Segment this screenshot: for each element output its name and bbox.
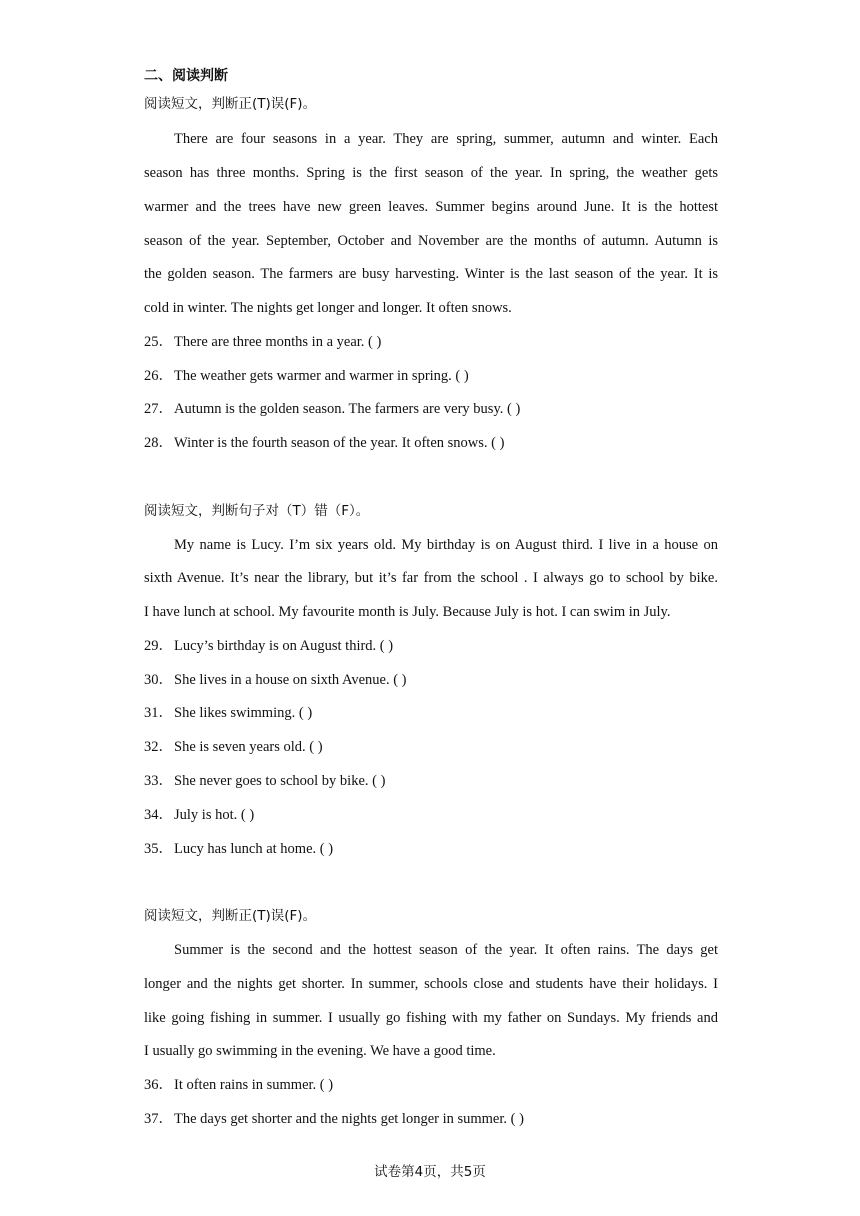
question-number: 31． <box>144 705 173 721</box>
question-text: She never goes to school by bike. ( ) <box>174 773 386 789</box>
question-number: 32． <box>144 739 173 755</box>
question-number: 37． <box>144 1111 173 1127</box>
question-30 <box>144 670 718 690</box>
question-number: 27． <box>144 401 173 417</box>
question-text: The weather gets warmer and warmer in spring. ( ) <box>174 368 469 384</box>
passage-1-line: warmer and the trees have new green leaves. Summer begins around June. It is the hottest <box>144 199 718 215</box>
question-text: She likes swimming. ( ) <box>174 705 313 721</box>
passage-3-line: I usually go swimming in the evening. We have a good time. <box>144 1043 496 1059</box>
question-35 <box>144 839 718 859</box>
question-number: 25． <box>144 334 173 350</box>
question-text: There are three months in a year. ( ) <box>174 334 382 350</box>
passage-1-instruction: 阅读短文，判断正(T)误(F)。 <box>144 96 317 112</box>
question-number: 30． <box>144 672 173 688</box>
question-number: 36． <box>144 1077 173 1093</box>
question-text: Winter is the fourth season of the year. It often snows. ( ) <box>174 435 505 451</box>
question-text: She lives in a house on sixth Avenue. ( ) <box>174 672 407 688</box>
passage-1-line: season has three months. Spring is the first season of the year. In spring, the weather gets <box>144 165 718 181</box>
question-number: 26． <box>144 368 173 384</box>
question-text: The days get shorter and the nights get longer in summer. ( ) <box>174 1111 524 1127</box>
question-28 <box>144 433 718 453</box>
passage-1-line: cold in winter. The nights get longer and longer. It often snows. <box>144 300 512 316</box>
page-footer: 试卷第4页，共5页 <box>374 1164 486 1180</box>
question-number: 34． <box>144 807 173 823</box>
question-29 <box>144 636 718 656</box>
question-text: July is hot. ( ) <box>174 807 255 823</box>
question-27 <box>144 399 718 419</box>
question-26 <box>144 366 718 386</box>
question-number: 28． <box>144 435 173 451</box>
question-33 <box>144 771 718 791</box>
question-36 <box>144 1075 718 1095</box>
section-title: 二、阅读判断 <box>144 68 228 84</box>
question-number: 35． <box>144 841 173 857</box>
question-25 <box>144 332 718 352</box>
question-text: Lucy has lunch at home. ( ) <box>174 841 334 857</box>
question-number: 33． <box>144 773 173 789</box>
question-text: It often rains in summer. ( ) <box>174 1077 334 1093</box>
passage-3-line: like going fishing in summer. I usually go fishing with my father on Sundays. My friends and <box>144 1010 718 1026</box>
question-text: Autumn is the golden season. The farmers are very busy. ( ) <box>174 401 521 417</box>
passage-1-line: the golden season. The farmers are busy harvesting. Winter is the last season of the year. It is <box>144 266 718 282</box>
question-number: 29． <box>144 638 173 654</box>
passage-3-line: longer and the nights get shorter. In summer, schools close and students have their holidays. I <box>144 976 718 992</box>
passage-3-line: Summer is the second and the hottest season of the year. It often rains. The days get <box>174 942 718 958</box>
passage-1-line: season of the year. September, October and November are the months of autumn. Autumn is <box>144 233 718 249</box>
question-text: Lucy’s birthday is on August third. ( ) <box>174 638 394 654</box>
passage-2-line: I have lunch at school. My favourite month is July. Because July is hot. I can swim in July. <box>144 604 671 620</box>
passage-2-instruction: 阅读短文，判断句子对（T）错（F）。 <box>144 503 370 519</box>
question-text: She is seven years old. ( ) <box>174 739 323 755</box>
question-32 <box>144 737 718 757</box>
passage-1-line: There are four seasons in a year. They are spring, summer, autumn and winter. Each <box>174 131 718 147</box>
question-37 <box>144 1109 718 1129</box>
passage-3-instruction: 阅读短文，判断正(T)误(F)。 <box>144 908 317 924</box>
passage-2-line: sixth Avenue. It’s near the library, but it’s far from the school . I always go to school by bike. <box>144 570 718 586</box>
question-34 <box>144 805 718 825</box>
passage-2-line: My name is Lucy. I’m six years old. My birthday is on August third. I live in a house on <box>174 537 718 553</box>
question-31 <box>144 703 718 723</box>
